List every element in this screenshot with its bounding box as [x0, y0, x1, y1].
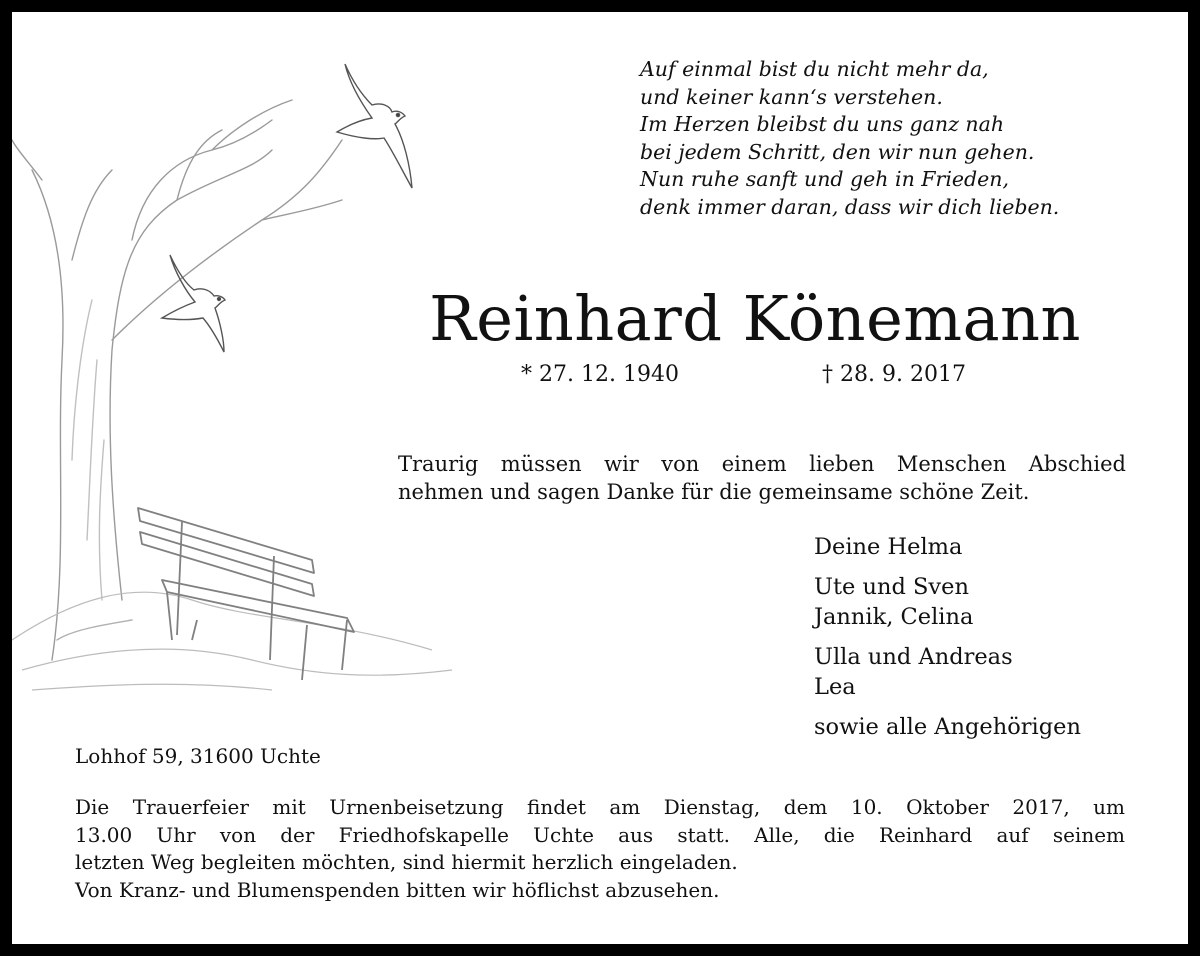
family-group	[814, 712, 1081, 742]
notice-line: letzten Weg begleiten möchten, sind hiermit herzlich eingeladen.	[75, 850, 738, 874]
bird-upper-icon	[337, 64, 412, 188]
tree-sketch	[12, 100, 342, 660]
address: Lohhof 59, 31600 Uchte	[75, 744, 321, 768]
family-signatures	[814, 532, 1081, 752]
funeral-notice	[75, 794, 1125, 904]
notice-line: 13.00 Uhr von der Friedhofskapelle Uchte aus statt. Alle, die Reinhard auf seinem	[75, 822, 1125, 847]
family-member: Jannik, Celina	[814, 604, 974, 630]
poem-line: denk immer daran, dass wir dich lieben.	[640, 194, 1060, 219]
notice-line: Von Kranz- und Blumenspenden bitten wir höflichst abzusehen.	[75, 877, 720, 902]
family-group	[814, 642, 1081, 702]
death-date: † 28. 9. 2017	[822, 362, 966, 387]
message-line: nehmen und sagen Danke für die gemeinsame schöne Zeit.	[398, 480, 1030, 504]
deceased-name: Reinhard Könemann	[429, 282, 1081, 355]
ground-sketch	[12, 592, 452, 690]
poem-line: Nun ruhe sanft und geh in Frieden,	[640, 167, 1009, 191]
family-member: Ulla und Andreas	[814, 644, 1013, 670]
poem-line: Im Herzen bleibst du uns ganz nah	[640, 112, 1005, 136]
family-member: Lea	[814, 674, 856, 700]
poem-line: bei jedem Schritt, den wir nun gehen.	[640, 139, 1035, 164]
memorial-illustration	[12, 40, 462, 710]
poem-line: und keiner kann‘s verstehen.	[640, 84, 943, 109]
memorial-poem	[640, 56, 1059, 221]
family-member: Deine Helma	[814, 534, 963, 560]
message-line: Traurig müssen wir von einem lieben Menschen Abschied	[398, 452, 1126, 476]
birth-date: * 27. 12. 1940	[521, 362, 679, 387]
poem-line: Auf einmal bist du nicht mehr da,	[640, 57, 989, 81]
farewell-message	[398, 450, 1126, 506]
family-group	[814, 532, 1081, 562]
notice-line: Die Trauerfeier mit Urnenbeisetzung findet am Dienstag, dem 10. Oktober 2017, um	[75, 795, 1125, 819]
family-member: Ute und Sven	[814, 574, 969, 600]
family-member: sowie alle Angehörigen	[814, 714, 1081, 740]
family-group	[814, 572, 1081, 632]
